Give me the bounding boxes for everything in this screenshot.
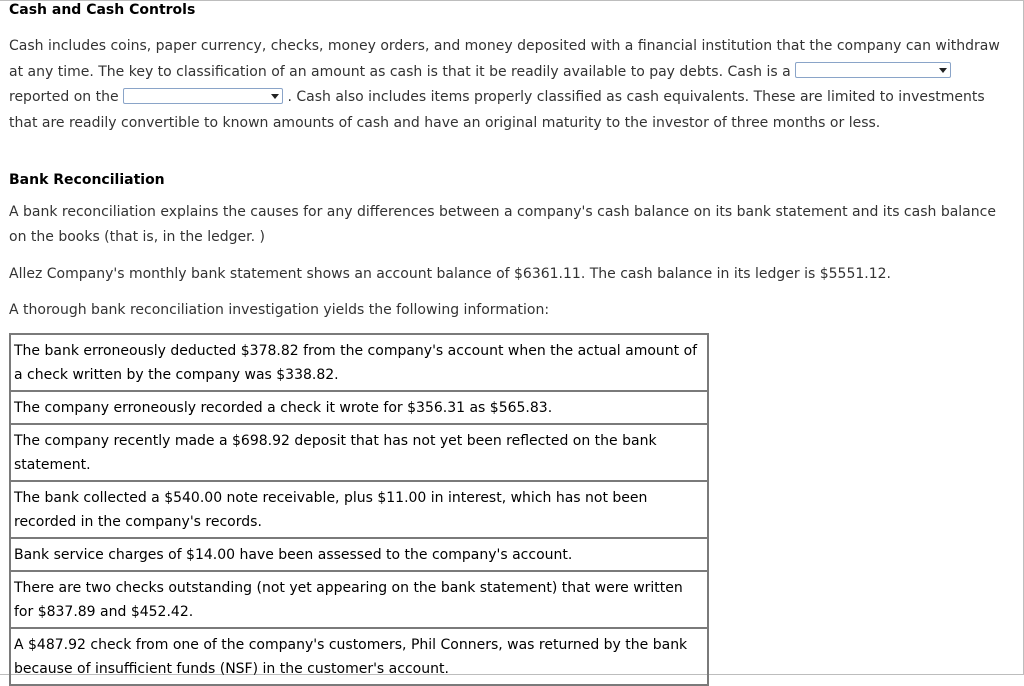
financial-statement-dropdown[interactable] <box>123 88 283 104</box>
investigation-lead: A thorough bank reconciliation investigation yields the following information: <box>9 301 550 318</box>
cash-classification-dropdown[interactable] <box>795 62 951 78</box>
cash-text-b: reported on the <box>9 89 119 105</box>
chevron-down-icon <box>271 94 279 99</box>
table-cell: The company recently made a $698.92 deposit that has not yet been reflected on the bank statement. <box>10 424 708 481</box>
cash-text-c: . Cash also includes items properly classified as cash equivalents. These are limited to investments that are readily convertible to known amounts of cash and have an original maturity to the investor of three months or less. <box>9 89 985 131</box>
table-cell: The bank erroneously deducted $378.82 from the company's account when the actual amount of a check written by the company was $338.82. <box>10 334 708 391</box>
table-row <box>10 334 708 391</box>
chevron-down-icon <box>939 68 947 73</box>
table-row <box>10 628 708 685</box>
table-cell: Bank service charges of $14.00 have been assessed to the company's account. <box>10 538 708 571</box>
table-cell: There are two checks outstanding (not yet appearing on the bank statement) that were written for $837.89 and $452.42. <box>10 571 708 628</box>
balances-text: Allez Company's monthly bank statement shows an account balance of $6361.11. The cash balance in its ledger is $5551.12. <box>9 266 891 282</box>
table-cell: The company erroneously recorded a check it wrote for $356.31 as $565.83. <box>10 391 708 424</box>
page-content <box>9 1 1014 686</box>
cash-paragraph <box>9 34 1014 136</box>
bank-section-title: Bank Reconciliation <box>9 172 165 188</box>
table-cell: A $487.92 check from one of the company's customers, Phil Conners, was returned by the bank because of insufficient funds (NSF) in the customer's account. <box>10 628 708 685</box>
table-row <box>10 538 708 571</box>
table-row <box>10 481 708 538</box>
table-row <box>10 571 708 628</box>
bank-intro: A bank reconciliation explains the causes for any differences between a company's cash balance on its bank statement and its cash balance on the books (that is, in the ledger. ) <box>9 204 996 245</box>
cash-section-title: Cash and Cash Controls <box>9 2 196 18</box>
table-row <box>10 424 708 481</box>
cash-text-a: Cash includes coins, paper currency, checks, money orders, and money deposited with a financial institution that the company can withdraw at any time. The key to classification of an amount as cash is that it be readily available to pay debts. Cash is a <box>9 38 1000 80</box>
reconciliation-info-table <box>9 333 709 686</box>
table-cell: The bank collected a $540.00 note receivable, plus $11.00 in interest, which has not been recorded in the company's records. <box>10 481 708 538</box>
table-row <box>10 391 708 424</box>
